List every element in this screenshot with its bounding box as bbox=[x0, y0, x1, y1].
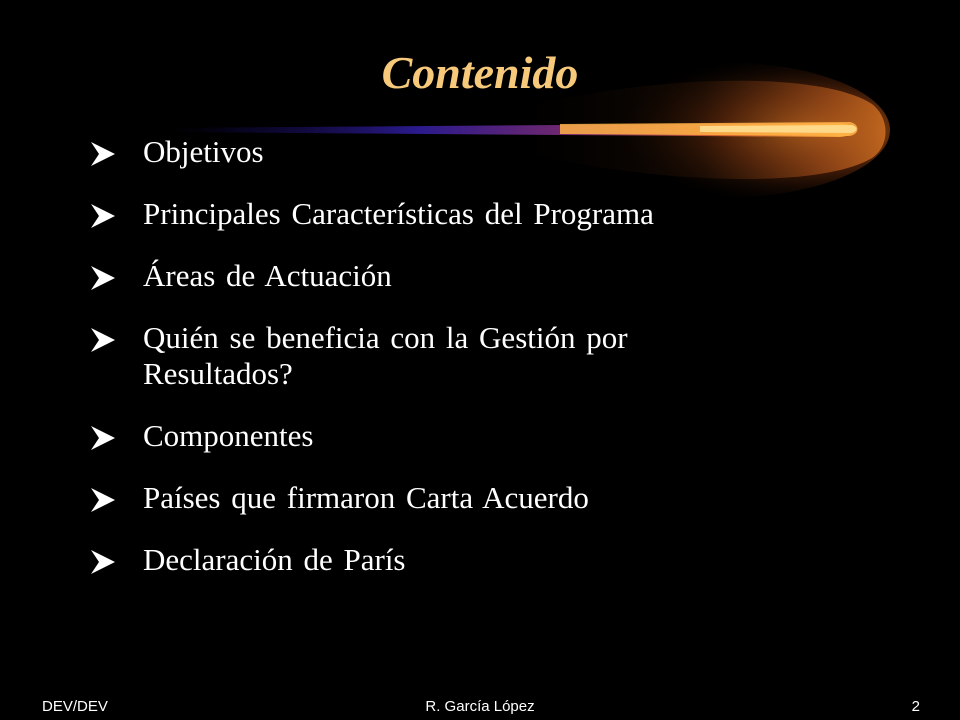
list-item bbox=[88, 320, 808, 392]
arrowhead-bullet-icon bbox=[88, 320, 118, 356]
arrowhead-bullet-icon bbox=[88, 480, 118, 516]
arrowhead-bullet-icon bbox=[88, 134, 118, 170]
slide-number: 2 bbox=[911, 698, 920, 715]
arrowhead-bullet-icon bbox=[88, 196, 118, 232]
bullet-text: Principales Características del Programa bbox=[143, 196, 654, 231]
bullet-text: Objetivos bbox=[143, 134, 264, 169]
list-item bbox=[88, 418, 808, 454]
list-item bbox=[88, 542, 808, 578]
bullet-text: Países que firmaron Carta Acuerdo bbox=[143, 480, 589, 515]
bullet-text: Quién se beneficia con la Gestión por Resultados? bbox=[143, 320, 628, 391]
arrowhead-bullet-icon bbox=[88, 418, 118, 454]
list-item bbox=[88, 258, 808, 294]
slide-title: Contenido bbox=[381, 47, 579, 98]
bullet-text: Declaración de París bbox=[143, 542, 406, 577]
bullet-list bbox=[88, 134, 808, 604]
bullet-text: Áreas de Actuación bbox=[143, 258, 392, 293]
list-item bbox=[88, 196, 808, 232]
footer-left-text: DEV/DEV bbox=[42, 698, 108, 715]
bullet-text: Componentes bbox=[143, 418, 314, 453]
list-item bbox=[88, 480, 808, 516]
arrowhead-bullet-icon bbox=[88, 542, 118, 578]
list-item bbox=[88, 134, 808, 170]
arrowhead-bullet-icon bbox=[88, 258, 118, 294]
footer-author: R. García López bbox=[425, 698, 535, 715]
